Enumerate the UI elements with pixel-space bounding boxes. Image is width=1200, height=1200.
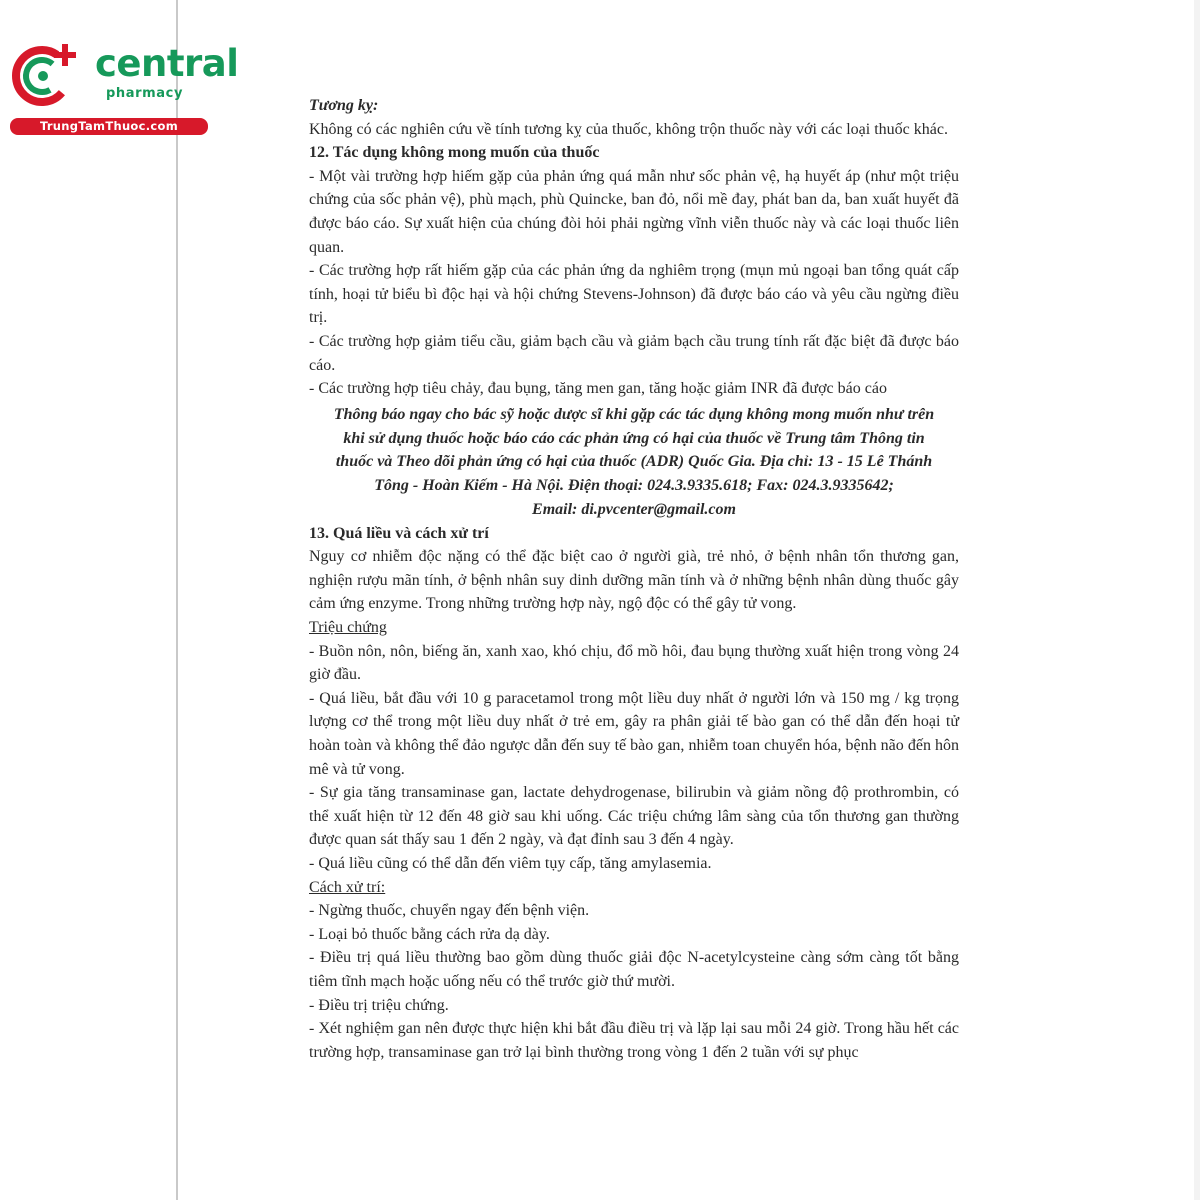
page-left-edge [176, 0, 178, 1200]
section-13-intro: Nguy cơ nhiễm độc nặng có thể đặc biệt cao ở người già, trẻ nhỏ, ở bệnh nhân tổn thương gan, nghiện rượu mãn tính, ở bệnh nhân suy dinh dưỡng mãn tính và ở những bệnh nhân dùng thuốc gây cảm ứng enzyme. Trong những trường hợp này, ngộ độc có thể gây tử vong. [309, 548, 959, 613]
symptom-item: - Quá liều, bắt đầu với 10 g paracetamol trong một liều duy nhất ở người lớn và 150 mg / kg trọng lượng cơ thể trong một liều duy nhất ở trẻ em, gây ra phân giải tế bào gan có thể dẫn đến hoại tử hoàn toàn và không thể đảo ngược dẫn đến suy tế bào gan, nhiễm toan chuyển hóa, bệnh não đến hôn mê và tử vong. [309, 689, 959, 778]
section-12-paragraph: - Các trường hợp tiêu chảy, đau bụng, tăng men gan, tăng hoặc giảm INR đã được báo cáo [309, 380, 887, 398]
section-12-title: 12. Tác dụng không mong muốn của thuốc [309, 144, 600, 162]
symptom-item: - Buồn nôn, nôn, biếng ăn, xanh xao, khó chịu, đổ mồ hôi, đau bụng thường xuất hiện trong vòng 24 giờ đầu. [309, 642, 959, 684]
notice-email: Email: di.pvcenter@gmail.com [532, 500, 736, 518]
page-right-edge [1194, 0, 1200, 1200]
treatment-item: - Điều trị triệu chứng. [309, 996, 449, 1014]
treatment-item: - Ngừng thuốc, chuyển ngay đến bệnh viện. [309, 902, 590, 920]
section-12-paragraph: - Các trường hợp rất hiếm gặp của các phản ứng da nghiêm trọng (mụn mủ ngoại ban tổng quát cấp tính, hoại tử biểu bì độc hại và hội chứng Stevens-Johnson) đã được báo cáo và yêu cầu ngừng điều trị. [309, 262, 959, 327]
document-body [309, 94, 959, 1064]
notice-line: thuốc và Theo dõi phản ứng có hại của thuốc (ADR) Quốc Gia. Địa chỉ: 13 - 15 Lê Thánh [335, 453, 933, 471]
compat-text: Không có các nghiên cứu về tính tương kỵ của thuốc, không trộn thuốc này với các loại thuốc khác. [309, 120, 948, 138]
treatment-item: - Loại bỏ thuốc bằng cách rửa dạ dày. [309, 925, 550, 943]
logo-brand-text: central [95, 42, 239, 85]
compat-heading: Tương kỵ: [309, 97, 379, 114]
notice-line: Tông - Hoàn Kiếm - Hà Nội. Điện thoại: 024.3.9335.618; Fax: 024.3.9335642; [374, 477, 894, 495]
logo-site-banner: TrungTamThuoc.com [10, 118, 208, 135]
logo-subtitle: pharmacy [106, 86, 184, 101]
pharmacy-cross-icon [10, 38, 90, 108]
symptom-item: - Quá liều cũng có thể dẫn đến viêm tụy cấp, tăng amylasemia. [309, 855, 712, 873]
symptoms-heading: Triệu chứng [309, 619, 387, 637]
treatment-item: - Xét nghiệm gan nên được thực hiện khi bắt đầu điều trị và lặp lại sau mỗi 24 giờ. Trong hầu hết các trường hợp, transaminase gan trở lại bình thường trong vòng 1 đến 2 tuần với sự phục [309, 1020, 959, 1061]
adr-notice [309, 403, 959, 522]
section-12-paragraph: - Các trường hợp giảm tiểu cầu, giảm bạch cầu và giảm bạch cầu trung tính rất đặc biệt đã được báo cáo. [309, 332, 959, 374]
notice-line: khi sử dụng thuốc hoặc báo cáo các phản ứng có hại của thuốc về Trung tâm Thông tin [343, 429, 925, 447]
symptom-item: - Sự gia tăng transaminase gan, lactate dehydrogenase, bilirubin và giảm nồng độ prothrombin, có thể xuất hiện từ 12 đến 48 giờ sau khi uống. Các triệu chứng lâm sàng của tổn thương gan thường được quan sát thấy sau 1 đến 2 ngày, và đạt đỉnh sau 3 đến 4 ngày. [309, 784, 959, 849]
treatment-item: - Điều trị quá liều thường bao gồm dùng thuốc giải độc N-acetylcysteine càng sớm càng tốt bằng tiêm tĩnh mạch hoặc uống nếu có thể trước giờ thứ mười. [309, 949, 959, 990]
section-12-paragraph: - Một vài trường hợp hiếm gặp của phản ứng quá mẫn như sốc phản vệ, hạ huyết áp (như một triệu chứng của sốc phản vệ), phù mạch, phù Quincke, ban đỏ, nổi mề đay, phát ban da, ban xuất huyết đã được báo cáo. Sự xuất hiện của chúng đòi hỏi phải ngừng vĩnh viễn thuốc này và các loại thuốc liên quan. [309, 167, 959, 256]
central-pharmacy-logo[interactable] [10, 38, 239, 138]
section-13-title: 13. Quá liều và cách xử trí [309, 524, 489, 542]
treatment-heading: Cách xử trí: [309, 878, 386, 896]
notice-line: Thông báo ngay cho bác sỹ hoặc dược sĩ khi gặp các tác dụng không mong muốn như trên [333, 405, 935, 423]
